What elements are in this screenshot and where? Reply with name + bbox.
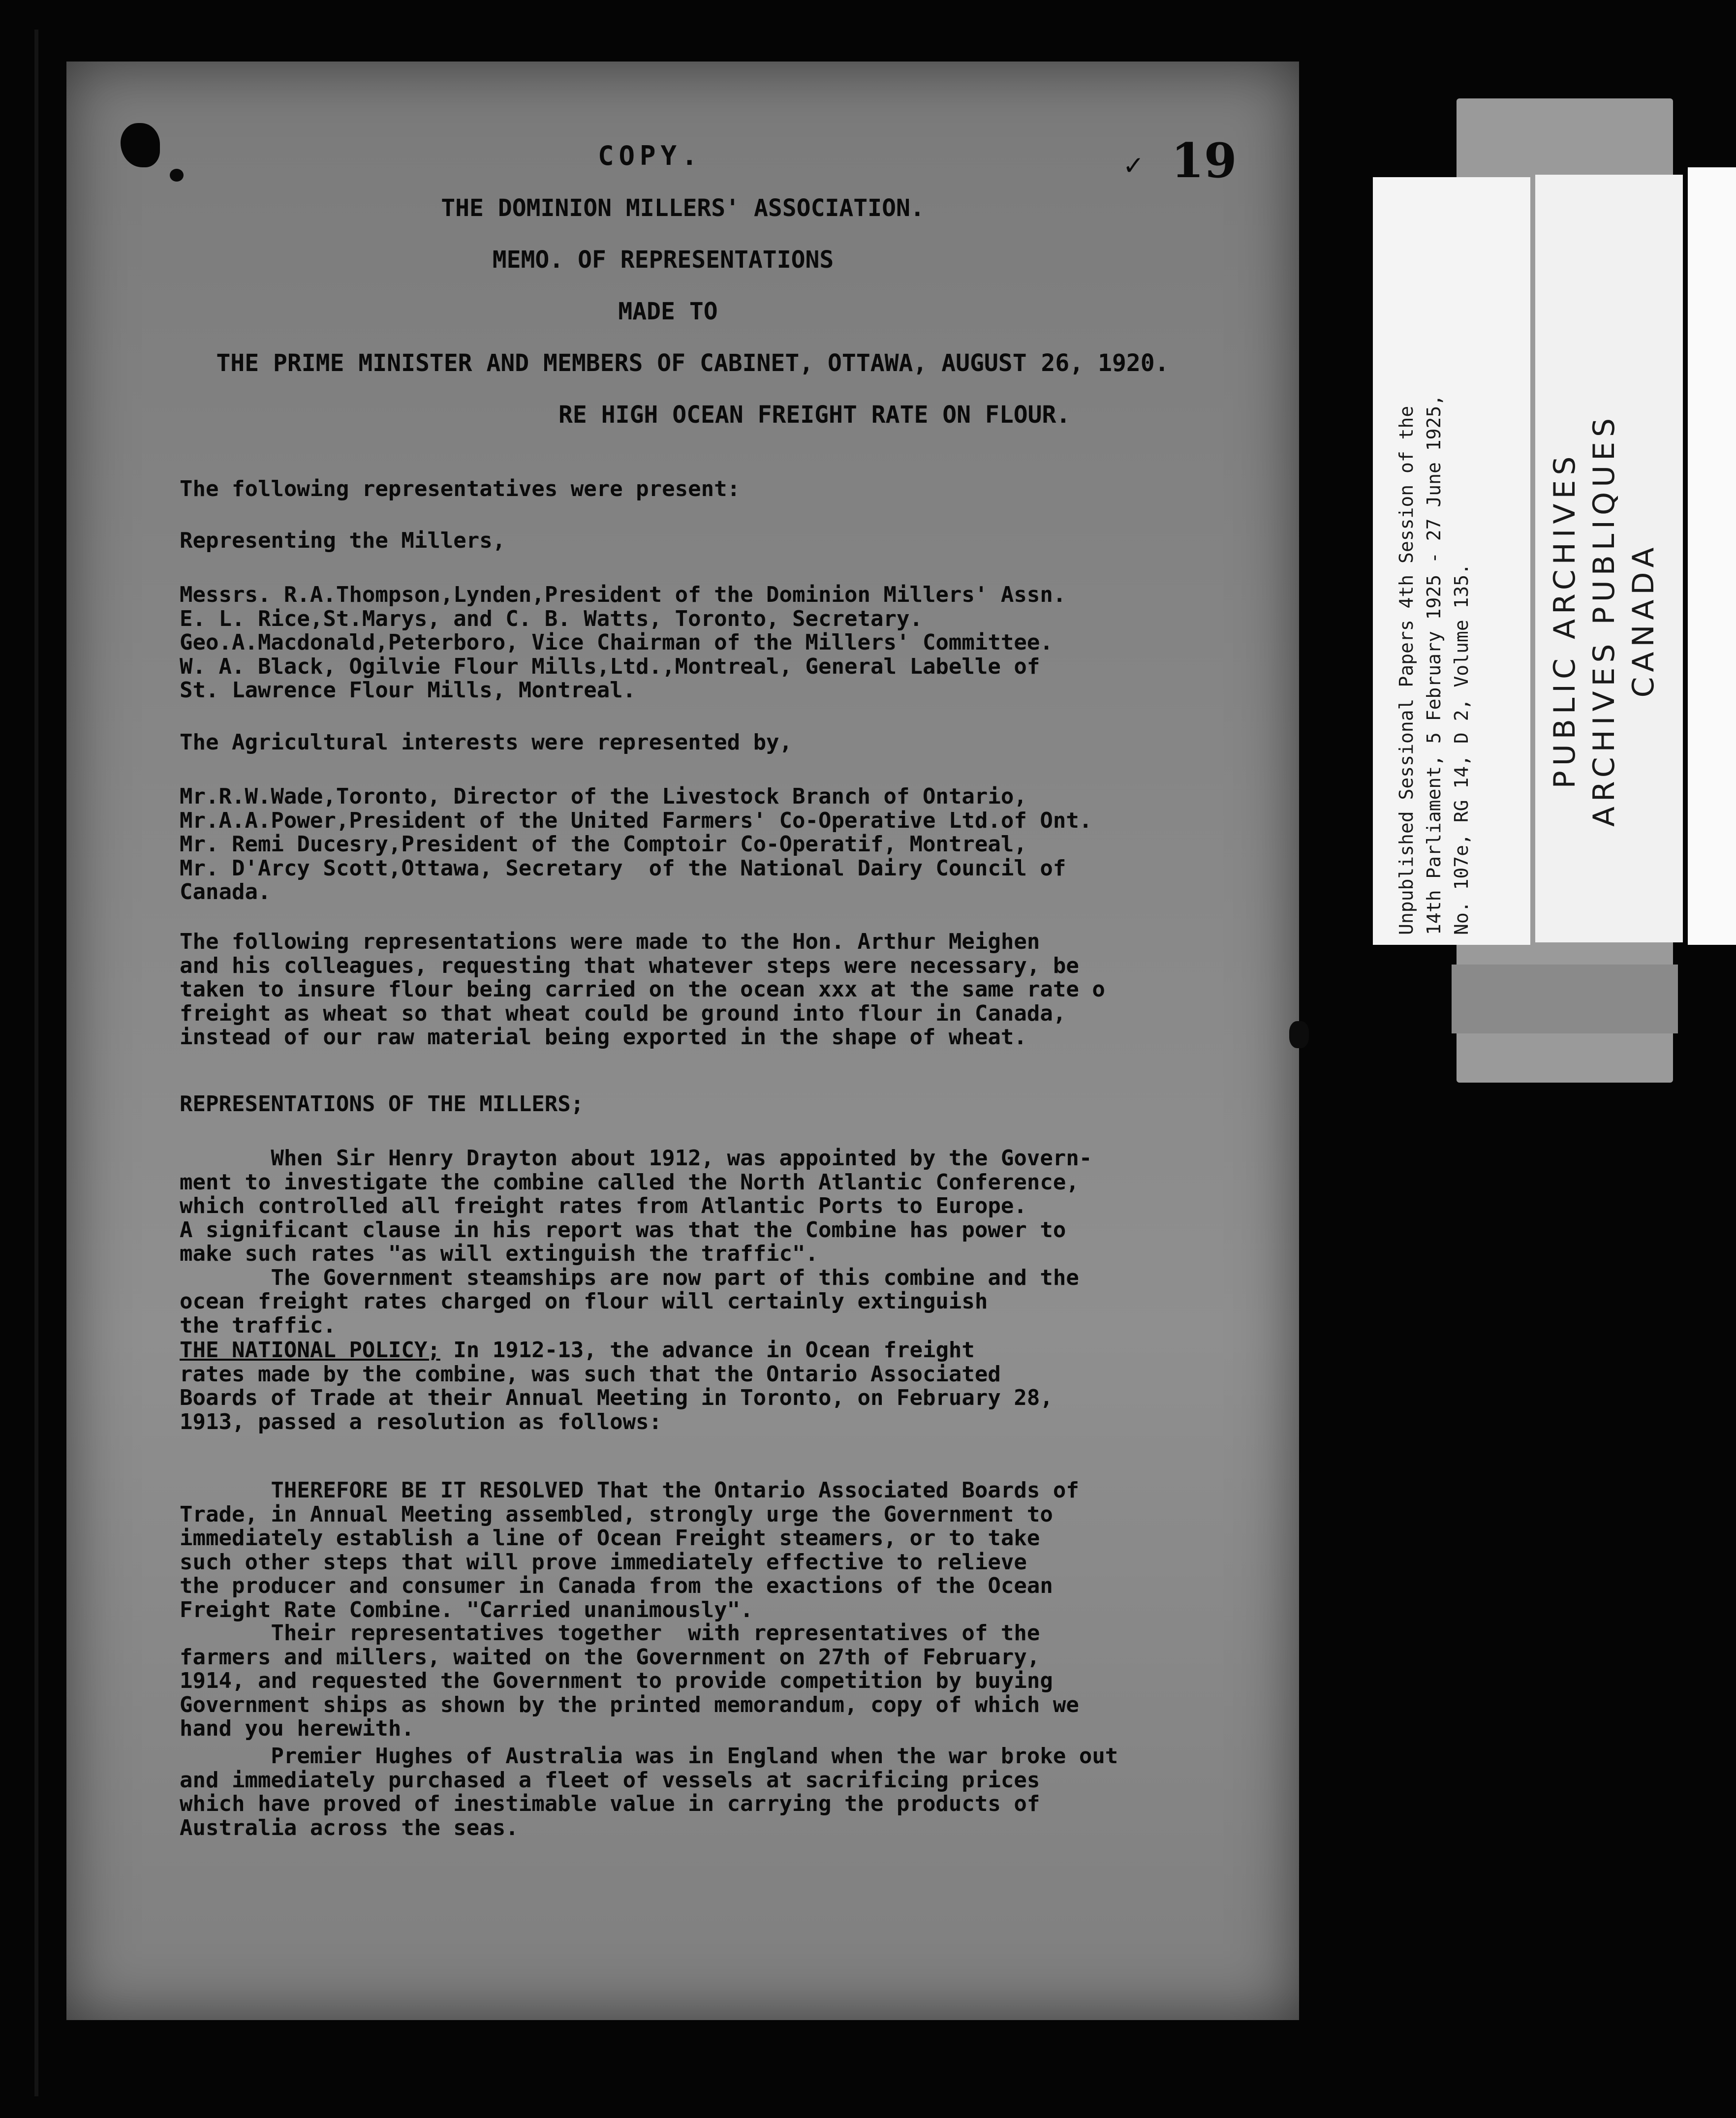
ink-blot [121,123,160,167]
made-to-line: MADE TO [618,298,718,325]
label-shadow [1452,965,1678,1033]
resolution-paragraph: THEREFORE BE IT RESOLVED That the Ontario Associated Boards of Trade, in Annual Meeting assembled, strongly urge the Government to immediately establish a line of Ocean Freight steamers, or to take such other steps that will prove immediately effective to relieve the producer and consumer in Canada from the exactions of the Ocean Freight Rate Combine. "Carried unanimously". [180,1478,1079,1622]
millers-representations-heading: REPRESENTATIONS OF THE MILLERS; [180,1091,584,1117]
public-archives-stamp: PUBLIC ARCHIVES ARCHIVES PUBLIQUES CANADA [1548,413,1661,827]
millers-list: Messrs. R.A.Thompson,Lynden,President of the Dominion Millers' Assn. E. L. Rice,St.Marys, and C. B. Watts, Toronto, Secretary. Geo.A.Macdonald,Peterboro, Vice Chairman of the Millers' Committee. W. A. Black, Ogilvie Flour Mills,Ltd.,Montreal, General Labelle of St. Lawrence Flour Mills, Montreal. [180,582,1066,703]
page-number: 19 [1171,133,1237,188]
agricultural-list: Mr.R.W.Wade,Toronto, Director of the Livestock Branch of Ontario, Mr.A.A.Power,President of the United Farmers' Co-Operative Ltd.of Ont. Mr. Remi Ducesry,President of the Comptoir Co-Operatif, Montreal, Mr. D'Arcy Scott,Ottawa, Secretary of the National Dairy Council of Canada. [180,784,1092,904]
film-edge [34,30,38,2096]
representations-paragraph: The following representations were made to the Hon. Arthur Meighen and his colleagues, requesting that whatever steps were necessary, be taken to insure flour being carried on the ocean xxx at the same rate o freight as wheat so that wheat could be ground into flour in Canada, instead of our raw material being exported in the shape of wheat. [180,929,1105,1050]
memo-title: MEMO. OF REPRESENTATIONS [492,246,834,274]
organization-title: THE DOMINION MILLERS' ASSOCIATION. [441,194,925,222]
sessional-papers-text: Unpublished Sessional Papers 4th Session of the 14th Parliament, 5 February 1925 - 27 June 1925, No. 107e, RG 14, D 2, Volume 135. [1395,394,1472,935]
page-edge-mark [1289,1021,1309,1048]
national-policy-paragraph [180,1339,1287,1434]
ink-speck [170,169,184,182]
national-policy-label: THE NATIONAL POLICY; [180,1338,440,1363]
millers-heading: Representing the Millers, [180,528,506,553]
present-intro: The following representatives were present: [180,476,741,501]
typed-memo-page [66,62,1299,2020]
margin-tick-mark: ✓ [1124,148,1143,182]
hughes-paragraph: Premier Hughes of Australia was in England when the war broke out and immediately purchased a fleet of vessels at sacrificing prices which have proved of inestimable value in carrying the products of Australia across the seas. [180,1744,1118,1840]
national-policy-text: In 1912-13, the advance in Ocean freight rates made by the combine, was such that the Ontario Associated Boards of Trade at their Annual Meeting in Toronto, on February 28, 1913, passed a resolution as follows: [180,1338,1053,1434]
copy-label: COPY. [598,140,703,171]
drayton-paragraph: When Sir Henry Drayton about 1912, was appointed by the Govern- ment to investigate the combine called the North Atlantic Conference, which controlled all freight rates from Atlantic Ports to Europe. A significant clause in his report was that the Combine has power to make such rates "as will extinguish the traffic". The Government steamships are now part of this combine and the ocean freight rates charged on flour will certainly extinguish the traffic. [180,1146,1092,1338]
representatives-paragraph: Their representatives together with representatives of the farmers and millers, waited on the Government on 27th of February, 1914, and requested the Government to provide competition by buying Government ships as shown by the printed memorandum, copy of which we hand you herewith. [180,1620,1079,1741]
addressees-line: THE PRIME MINISTER AND MEMBERS OF CABINET, OTTAWA, AUGUST 26, 1920. [216,349,1169,377]
subject-line: RE HIGH OCEAN FREIGHT RATE ON FLOUR. [558,401,1071,429]
agricultural-heading: The Agricultural interests were represented by, [180,730,793,755]
label-edge [1688,167,1736,945]
